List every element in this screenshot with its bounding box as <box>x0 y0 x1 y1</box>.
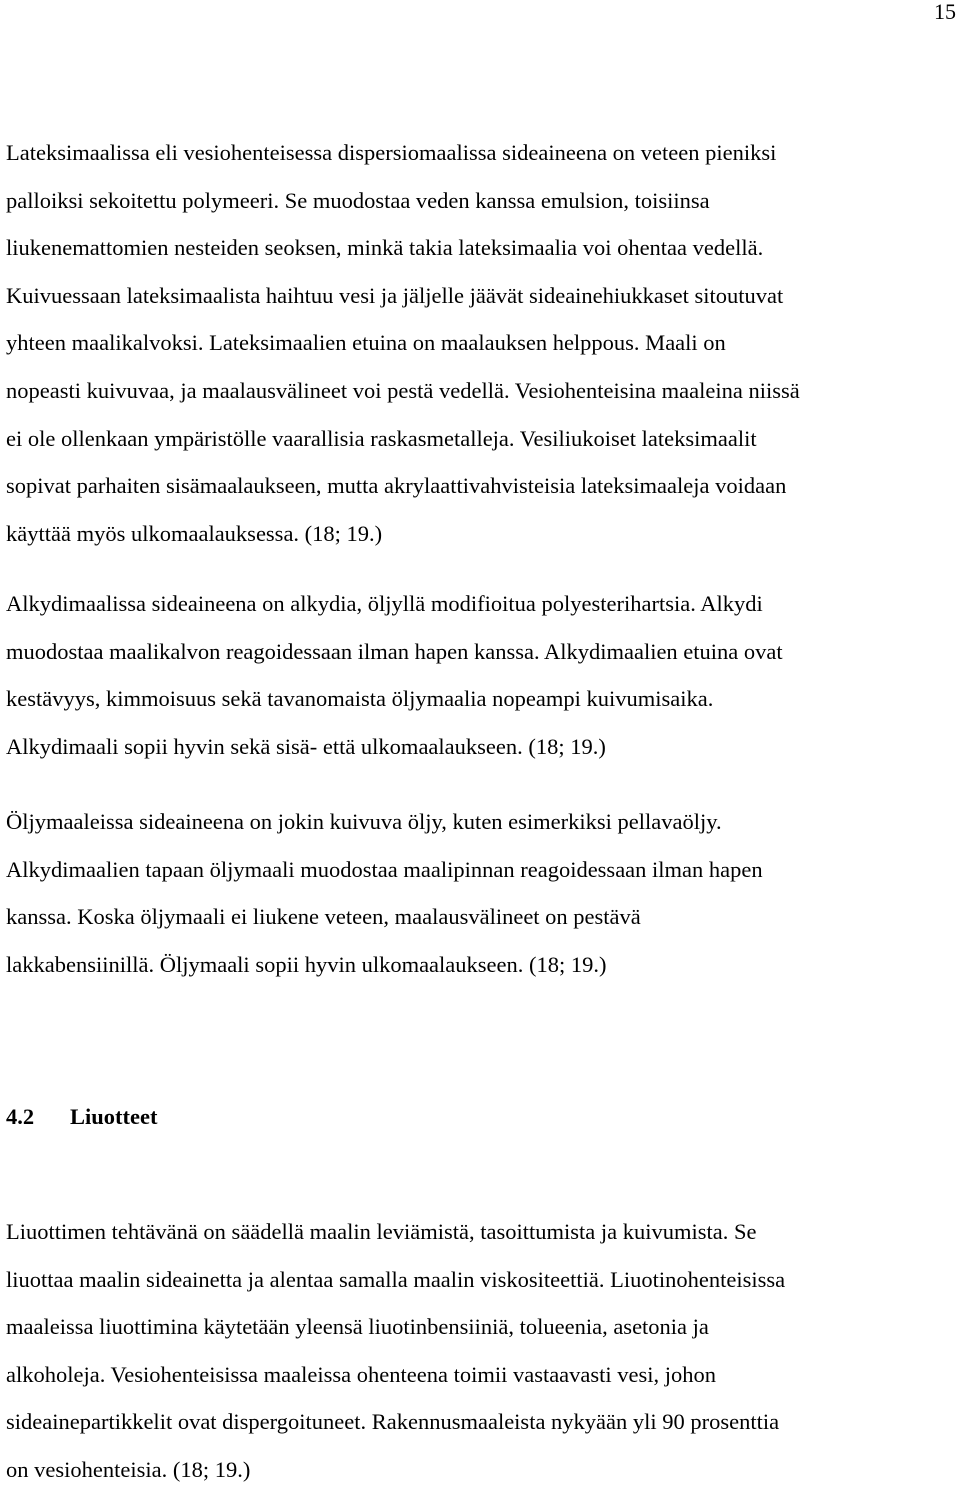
text-line: ei ole ollenkaan ympäristölle vaarallisia raskasmetalleja. Vesiliukoiset lateksimaalit <box>6 425 757 451</box>
text-line: palloiksi sekoitettu polymeeri. Se muodostaa veden kanssa emulsion, toisiinsa <box>6 187 710 213</box>
page-number: 15 <box>934 0 956 24</box>
paragraph-oil-paints <box>6 798 958 988</box>
text-line: Kuivuessaan lateksimaalista haihtuu vesi ja jäljelle jäävät sideainehiukkaset sitoutuvat <box>6 282 784 308</box>
text-line: Alkydimaalissa sideaineena on alkydia, öljyllä modifioitua polyesterihartsia. Alkydi <box>6 591 763 616</box>
section-title: Liuotteet <box>70 1104 158 1129</box>
text-line: liuottaa maalin sideainetta ja alentaa samalla maalin viskositeettiä. Liuotinohenteisissa <box>6 1266 786 1292</box>
text-line: alkoholeja. Vesiohenteisissa maaleissa ohenteena toimii vastaavasti vesi, johon <box>6 1361 717 1387</box>
text-line: Alkydimaali sopii hyvin sekä sisä- että ulkomaalaukseen. (18; 19.) <box>6 733 606 759</box>
paragraph-solvents <box>6 1208 958 1494</box>
text-line: Alkydimaalien tapaan öljymaali muodostaa maalipinnan reagoidessaan ilman hapen <box>6 856 763 882</box>
text-line: nopeasti kuivuvaa, ja maalausvälineet voi pestä vedellä. Vesiohenteisina maaleina niissä <box>6 377 800 403</box>
paragraph-latex-paints <box>6 129 958 557</box>
text-line: Öljymaaleissa sideaineena on jokin kuivuva öljy, kuten esimerkiksi pellavaöljy. <box>6 809 722 834</box>
section-heading <box>6 1097 157 1137</box>
text-line: käyttää myös ulkomaalauksessa. (18; 19.) <box>6 520 383 546</box>
text-line: liukenemattomien nesteiden seoksen, minkä takia lateksimaalia voi ohentaa vedellä. <box>6 235 764 261</box>
text-line: kanssa. Koska öljymaali ei liukene veteen, maalausvälineet on pestävä <box>6 904 641 930</box>
paragraph-alkyd-paints <box>6 580 958 770</box>
text-line: Liuottimen tehtävänä on säädellä maalin leviämistä, tasoittumista ja kuivumista. Se <box>6 1219 757 1244</box>
text-line: sopivat parhaiten sisämaalaukseen, mutta akrylaattivahvisteisia lateksimaaleja voidaan <box>6 473 787 499</box>
section-number: 4.2 <box>6 1104 35 1129</box>
text-line: Lateksimaalissa eli vesiohenteisessa dispersiomaalissa sideaineena on veteen pieniksi <box>6 140 777 165</box>
text-line: muodostaa maalikalvon reagoidessaan ilman hapen kanssa. Alkydimaalien etuina ovat <box>6 638 783 664</box>
text-line: kestävyys, kimmoisuus sekä tavanomaista öljymaalia nopeampi kuivumisaika. <box>6 686 714 712</box>
text-line: on vesiohenteisia. (18; 19.) <box>6 1456 251 1482</box>
text-line: sideainepartikkelit ovat dispergoituneet. Rakennusmaaleista nykyään yli 90 prosenttia <box>6 1409 780 1435</box>
text-line: yhteen maalikalvoksi. Lateksimaalien etuina on maalauksen helppous. Maali on <box>6 330 726 356</box>
text-line: lakkabensiinillä. Öljymaali sopii hyvin ulkomaalaukseen. (18; 19.) <box>6 951 607 977</box>
text-line: maaleissa liuottimina käytetään yleensä liuotinbensiiniä, tolueenia, asetonia ja <box>6 1314 709 1340</box>
